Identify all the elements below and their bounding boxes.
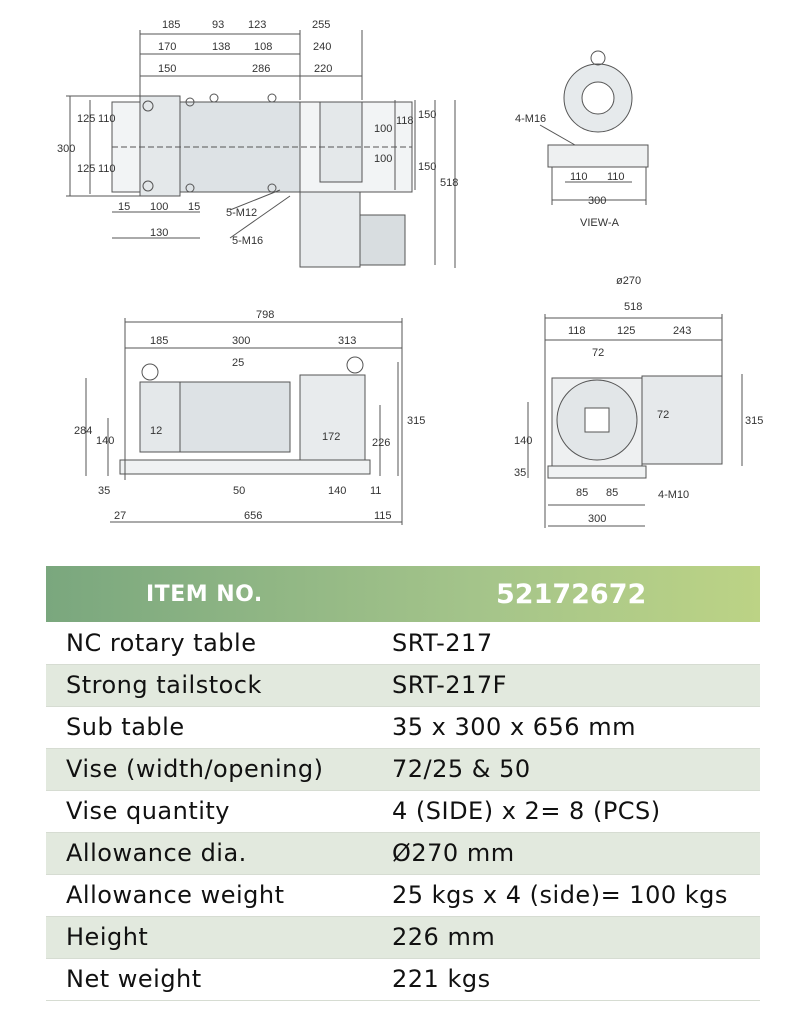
svg-text:72: 72	[657, 409, 670, 421]
spec-row-sub-table	[46, 706, 760, 748]
spec-label: Net weight	[46, 958, 392, 1000]
svg-text:5-M16: 5-M16	[232, 235, 264, 247]
svg-text:115: 115	[374, 510, 392, 522]
svg-text:185: 185	[150, 335, 169, 347]
svg-text:11: 11	[370, 485, 382, 497]
svg-text:170: 170	[158, 41, 177, 53]
spec-label: Allowance dia.	[46, 832, 392, 874]
svg-text:ø270: ø270	[616, 275, 642, 287]
spec-value: SRT-217F	[392, 664, 760, 706]
svg-text:15: 15	[188, 201, 201, 213]
spec-header-row	[46, 566, 760, 622]
spec-value: 226 mm	[392, 916, 760, 958]
svg-text:85: 85	[576, 487, 589, 499]
svg-text:4-M16: 4-M16	[515, 113, 547, 125]
svg-text:172: 172	[322, 431, 341, 443]
spec-value: 25 kgs x 4 (side)= 100 kgs	[392, 874, 760, 916]
spec-value: SRT-217	[392, 622, 760, 664]
spec-row-strong-tailstock	[46, 664, 760, 706]
svg-text:12: 12	[150, 425, 163, 437]
svg-text:125: 125	[77, 113, 96, 125]
svg-text:798: 798	[256, 309, 275, 321]
view-a-drawing	[540, 51, 648, 205]
svg-text:300: 300	[57, 143, 76, 155]
spec-row-net-weight	[46, 958, 760, 1000]
svg-text:220: 220	[314, 63, 333, 75]
spec-label: Allowance weight	[46, 874, 392, 916]
svg-text:100: 100	[374, 153, 393, 165]
svg-text:300: 300	[232, 335, 251, 347]
svg-text:93: 93	[212, 19, 225, 31]
spec-row-vise-quantity	[46, 790, 760, 832]
svg-text:286: 286	[252, 63, 271, 75]
spec-value: 221 kgs	[392, 958, 760, 1000]
spec-label: Vise (width/opening)	[46, 748, 392, 790]
svg-text:108: 108	[254, 41, 273, 53]
spec-value: 35 x 300 x 656 mm	[392, 706, 760, 748]
svg-text:255: 255	[312, 19, 331, 31]
svg-text:313: 313	[338, 335, 357, 347]
svg-text:100: 100	[374, 123, 393, 135]
svg-text:140: 140	[328, 485, 347, 497]
svg-text:110: 110	[607, 171, 625, 183]
item-no-label: ITEM NO.	[146, 581, 263, 607]
svg-text:130: 130	[150, 227, 169, 239]
svg-text:50: 50	[233, 485, 246, 497]
svg-text:25: 25	[232, 357, 245, 369]
svg-text:110: 110	[98, 113, 116, 125]
spec-value: Ø270 mm	[392, 832, 760, 874]
svg-text:284: 284	[74, 425, 93, 437]
svg-text:140: 140	[96, 435, 115, 447]
svg-text:118: 118	[396, 115, 414, 127]
svg-text:VIEW-A: VIEW-A	[580, 217, 619, 229]
svg-text:125: 125	[77, 163, 96, 175]
svg-text:240: 240	[313, 41, 332, 53]
svg-text:315: 315	[745, 415, 764, 427]
spec-row-allowance-dia	[46, 832, 760, 874]
svg-text:35: 35	[514, 467, 527, 479]
svg-text:72: 72	[592, 347, 605, 359]
svg-text:35: 35	[98, 485, 111, 497]
spec-value: 72/25 & 50	[392, 748, 760, 790]
spec-row-height	[46, 916, 760, 958]
svg-text:315: 315	[407, 415, 426, 427]
spec-row-allowance-weight	[46, 874, 760, 916]
spec-label: NC rotary table	[46, 622, 392, 664]
svg-text:100: 100	[150, 201, 169, 213]
svg-text:4-M10: 4-M10	[658, 489, 690, 501]
svg-text:110: 110	[570, 171, 588, 183]
svg-text:518: 518	[440, 177, 459, 189]
svg-text:118: 118	[568, 325, 586, 337]
spec-label: Height	[46, 916, 392, 958]
spec-value: 4 (SIDE) x 2= 8 (PCS)	[392, 790, 760, 832]
svg-text:138: 138	[212, 41, 231, 53]
svg-text:656: 656	[244, 510, 263, 522]
svg-text:150: 150	[418, 161, 437, 173]
svg-text:300: 300	[588, 195, 607, 207]
svg-text:150: 150	[418, 109, 437, 121]
svg-text:15: 15	[118, 201, 131, 213]
spec-row-vise	[46, 748, 760, 790]
svg-text:125: 125	[617, 325, 636, 337]
spec-table	[46, 566, 760, 1001]
svg-text:85: 85	[606, 487, 619, 499]
side-view-drawing	[528, 314, 742, 528]
svg-text:300: 300	[588, 513, 607, 525]
svg-text:110: 110	[98, 163, 116, 175]
svg-text:243: 243	[673, 325, 692, 337]
svg-text:5-M12: 5-M12	[226, 207, 258, 219]
spec-label: Sub table	[46, 706, 392, 748]
spec-label: Vise quantity	[46, 790, 392, 832]
svg-text:140: 140	[514, 435, 533, 447]
svg-text:518: 518	[624, 301, 643, 313]
svg-text:123: 123	[248, 19, 267, 31]
svg-text:226: 226	[372, 437, 391, 449]
spec-row-nc-rotary-table	[46, 622, 760, 664]
item-no-value: 52172672	[496, 578, 647, 610]
spec-label: Strong tailstock	[46, 664, 392, 706]
svg-text:185: 185	[162, 19, 181, 31]
svg-text:27: 27	[114, 510, 127, 522]
svg-text:150: 150	[158, 63, 177, 75]
